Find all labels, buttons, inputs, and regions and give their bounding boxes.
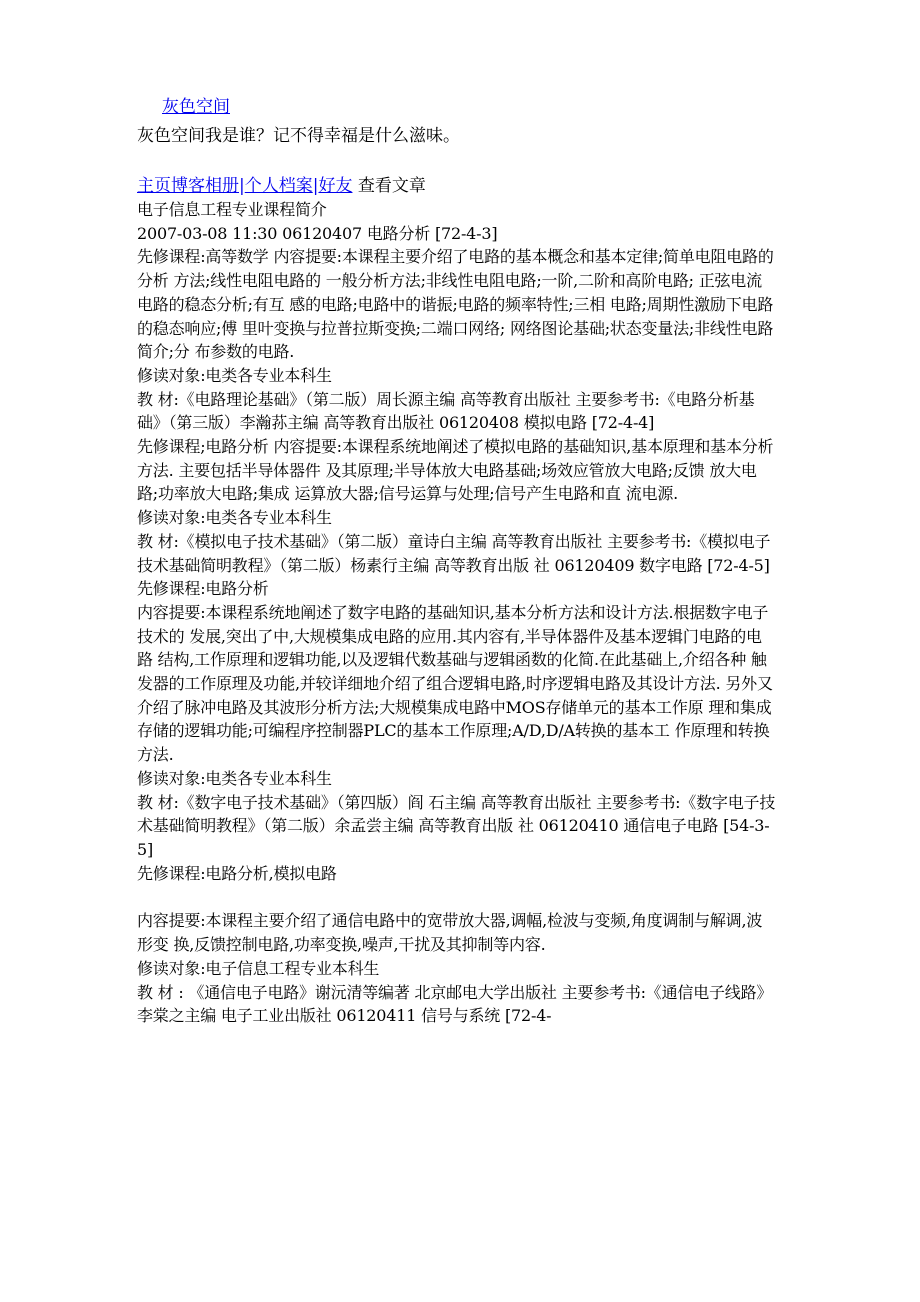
paragraph: 先修课程:电路分析,模拟电路 (137, 863, 337, 883)
paragraph: 修读对象:电子信息工程专业本科生 (137, 958, 380, 978)
article-body (137, 198, 777, 1028)
article-meta: 2007-03-08 11:30 06120407 电路分析 [72-4-3] (137, 223, 498, 243)
nav-friends-link[interactable]: 好友 (318, 176, 353, 196)
paragraph: 教 材:《模拟电子技术基础》（第二版）童诗白主编 高等教育出版社 主要参考书:《模拟电子技术基础简明教程》（第二版）杨素行主编 高等教育出版 社 06120409 数字电路 [72-4-5] (137, 531, 771, 575)
paragraph: 先修课程;电路分析 内容提要:本课程系统地阐述了模拟电路的基础知识,基本原理和基本分析方法. 主要包括半导体器件 及其原理;半导体放大电路基础;场效应管放大电路;反馈 放大电路;功率放大电路;集成 运算放大器;信号运算与处理;信号产生电路和直 流电源. (137, 437, 774, 504)
nav-separator: | (239, 176, 245, 196)
paragraph: 内容提要:本课程系统地阐述了数字电路的基础知识,基本分析方法和设计方法.根据数字电子技术的 发展,突出了中,大规模集成电路的应用.其内容有,半导体器件及基本逻辑门电路的电路 结构,工作原理和逻辑功能,以及逻辑代数基础与逻辑函数的化简.在此基础上,介绍各种 触发器的工作原理及功能,并较详细地介绍了组合逻辑电路,时序逻辑电路及其设计方法. 另外又介绍了脉冲电路及其波形分析方法;大规模集成电路中MOS存储单元的基本工作原 理和集成存储的逻辑功能;可编程序控制器PLC的基本工作原理;A/D,D/A转换的基本工 作原理和转换方法. (137, 602, 773, 765)
nav-separator: | (312, 176, 319, 196)
paragraph: 修读对象:电类各专业本科生 (137, 365, 332, 385)
paragraph: 修读对象:电类各专业本科生 (137, 768, 332, 788)
nav-bar (137, 174, 426, 198)
paragraph: 教 材:《电路理论基础》（第二版）周长源主编 高等教育出版社 主要参考书:《电路分析基础》（第三版）李瀚荪主编 高等教育出版社 06120408 模拟电路 [72-4-4] (137, 389, 755, 433)
paragraph: 教 材 : 《通信电子电路》谢沅清等编著 北京邮电大学出版社 主要参考书:《通信电子线路》李棠之主编 电子工业出版社 06120411 信号与系统 [72-4- (137, 982, 773, 1026)
paragraph: 先修课程:高等数学 内容提要:本课程主要介绍了电路的基本概念和基本定律;简单电阻电路的分析 方法;线性电阻电路的 一般分析方法;非线性电阻电路;一阶,二阶和高阶电路; 正弦电流电路的稳态分析;有互 感的电路;电路中的谐振;电路的频率特性;三相 电路;周期性激励下电路的稳态响应;傅 里叶变换与拉普拉斯变换;二端口网络; 网络图论基础;状态变量法;非线性电路简介;分 布参数的电路. (137, 247, 774, 362)
nav-current-page: 查看文章 (357, 176, 426, 196)
nav-profile-link[interactable]: 个人档案 (244, 176, 313, 196)
paragraph: 内容提要:本课程主要介绍了通信电路中的宽带放大器,调幅,检波与变频,角度调制与解调,波形变 换,反馈控制电路,功率变换,噪声,干扰及其抑制等内容. (137, 911, 763, 955)
nav-blog-link[interactable]: 博客 (171, 176, 205, 196)
article-title: 电子信息工程专业课程简介 (137, 200, 327, 219)
spacer (137, 885, 777, 909)
blog-title-link[interactable]: 灰色空间 (162, 97, 230, 117)
paragraph: 先修课程:电路分析 (137, 579, 269, 599)
paragraph: 修读对象:电类各专业本科生 (137, 508, 332, 528)
paragraph: 教 材:《数字电子技术基础》（第四版）阎 石主编 高等教育出版社 主要参考书:《数字电子技术基础简明教程》（第二版）余孟尝主编 高等教育出版 社 06120410 通信电子电路 [54-3-5] (137, 792, 776, 859)
nav-home-link[interactable]: 主页 (137, 176, 171, 196)
nav-album-link[interactable]: 相册 (205, 176, 239, 196)
blog-description: 灰色空间我是谁？记不得幸福是什么滋味。 (137, 126, 460, 146)
